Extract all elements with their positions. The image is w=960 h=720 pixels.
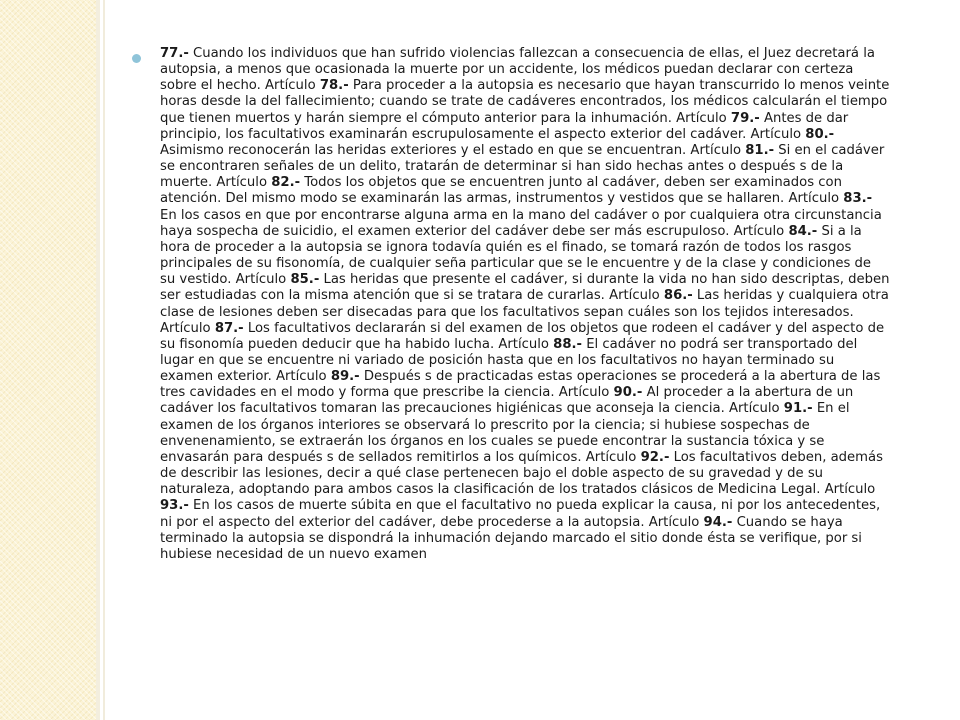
decorative-divider-line [96, 0, 100, 720]
bullet-list [132, 46, 890, 563]
list-item [132, 46, 890, 563]
bullet-dot-icon [132, 54, 141, 63]
decorative-divider-line-thin [103, 0, 105, 720]
article-paragraph: 77.- Cuando los individuos que han sufrido violencias fallezcan a consecuencia de ellas, el Juez decretará la autopsia, a menos que ocasionada la muerte por un accidente, los médicos puedan declarar con certeza sobre el hecho. Artículo 78.- Para proceder a la autopsia es necesario que hayan transcurrido lo menos veinte horas desde la del fallecimiento; cuando se trate de cadáveres encontrados, los médicos calcularán el tiempo que tienen muertos y harán siempre el cómputo anterior para la inhumación. Artículo 79.- Antes de dar principio, los facultativos examinarán escrupulosamente el aspecto exterior del cadáver. Artículo 80.- Asimismo reconocerán las heridas exteriores y el estado en que se encuentran. Artículo 81.- Si en el cadáver se encontraren señales de un delito, tratarán de determinar si han sido hechas antes o después s de la muerte. Artículo 82.- Todos los objetos que se encuentren junto al cadáver, deben ser examinados con atención. Del mismo modo se examinarán las armas, instrumentos y vestidos que se hallaren. Artículo 83.- En los casos en que por encontrarse alguna arma en la mano del cadáver o por cualquiera otra circunstancia haya sospecha de suicidio, el examen exterior del cadáver debe ser más escrupuloso. Artículo 84.- Si a la hora de proceder a la autopsia se ignora todavía quién es el finado, se tomará razón de todos los rasgos principales de su fisonomía, de cualquier seña particular que se le encuentre y de la clase y condiciones de su vestido. Artículo 85.- Las heridas que presente el cadáver, si durante la vida no han sido descriptas, deben ser estudiadas con la misma atención que si se tratara de curarlas. Artículo 86.- Las heridas y cualquiera otra clase de lesiones deben ser disecadas para que los facultativos sepan cuáles son los tejidos interesados. Artículo 87.- Los facultativos declararán si del examen de los objetos que rodeen el cadáver y del aspecto de su fisonomía pueden deducir que ha habido lucha. Artículo 88.- El cadáver no podrá ser transportado del lugar en que se encuentre ni variado de posición hasta que en los facultativos no hayan terminado su examen exterior. Artículo 89.- Después s de practicadas estas operaciones se procederá a la abertura de las tres cavidades en el modo y forma que prescribe la ciencia. Artículo 90.- Al proceder a la abertura de un cadáver los facultativos tomaran las precauciones higiénicas que aconseja la ciencia. Artículo 91.- En el examen de los órganos interiores se observará lo prescrito por la ciencia; si hubiese sospechas de envenenamiento, se extraerán los órganos en los cuales se puede encontrar la sustancia tóxica y se envasarán para después s de sellados remitirlos a los químicos. Artículo 92.- Los facultativos deben, además de describir las lesiones, decir a qué clase pertenecen bajo el doble aspecto de su gravedad y de su naturaleza, adoptando para ambos casos la clasificación de los tratados clásicos de Medicina Legal. Artículo 93.- En los casos de muerte súbita en que el facultativo no pueda explicar la causa, ni por los antecedentes, ni por el aspecto del exterior del cadáver, debe procederse a la autopsia. Artículo 94.- Cuando se haya terminado la autopsia se dispondrá la inhumación dejando marcado el sitio donde ésta se verifique, por si hubiese necesidad de un nuevo examen [160, 46, 890, 562]
decorative-left-band [0, 0, 96, 720]
